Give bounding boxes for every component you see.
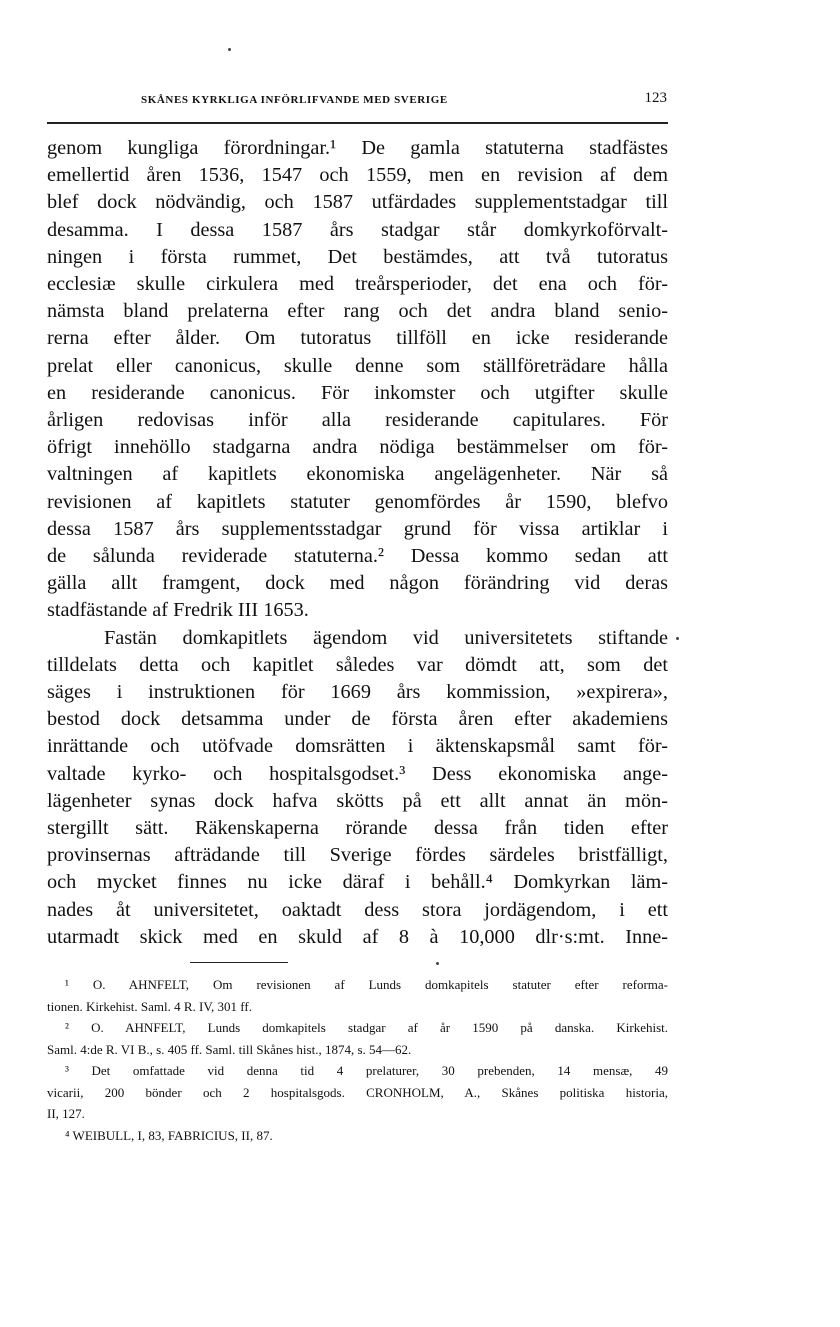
footnote-rule [190, 962, 288, 963]
text-line: provinsernas afträdande till Sverige fördes särdeles bristfälligt, [47, 844, 668, 867]
text-line: valtningen af kapitlets ekonomiska angelägenheter. När så [47, 463, 668, 486]
text-line: dessa 1587 års supplementsstadgar grund för vissa artiklar i [47, 517, 668, 540]
text-line: bestod dock detsamma under de första åren efter akademiens [47, 708, 668, 731]
text-line: lägenheter synas dock hafva skötts på ett allt annat än mön- [47, 789, 668, 812]
text-line: och mycket finnes nu icke däraf i behåll.⁴ Domkyrkan läm- [47, 871, 668, 894]
text-line: årligen redovisas inför alla residerande capitulares. För [47, 409, 668, 432]
text-line: desamma. I dessa 1587 års stadgar står domkyrkoförvalt- [47, 218, 668, 241]
text-line: tilldelats detta och kapitlet således var dömdt att, som det [47, 653, 668, 676]
running-head: SKÅNES KYRKLIGA INFÖRLIFVANDE MED SVERIGE [141, 94, 448, 106]
footnote-line: vicarii, 200 bönder och 2 hospitalsgods. CRONHOLM, A., Skånes politiska historia, [47, 1084, 668, 1100]
text-line: de sålunda reviderade statuterna.² Dessa kommo sedan att [47, 545, 668, 568]
text-line: ecclesiæ skulle cirkulera med treårsperioder, det ena och för- [47, 273, 668, 296]
text-line: rerna efter ålder. Om tutoratus tillföll en icke residerande [47, 327, 668, 350]
text-line: nades åt universitetet, oaktadt dess stora jordägendom, i ett [47, 898, 668, 921]
text-line: blef dock nödvändig, och 1587 utfärdades supplementstadgar till [47, 191, 668, 214]
footnote-line: ³ Det omfattade vid denna tid 4 prelaturer, 30 prebenden, 14 mensæ, 49 [65, 1063, 668, 1078]
text-line: valtade kyrko- och hospitalsgodset.³ Dess ekonomiska ange- [47, 762, 668, 785]
footnote-line: tionen. Kirkehist. Saml. 4 R. IV, 301 ff. [47, 998, 252, 1014]
text-line: ningen i första rummet, Det bestämdes, att två tutoratus [47, 245, 668, 268]
text-line: Fastän domkapitlets ägendom vid universitetets stiftande [104, 626, 668, 649]
page-header [47, 86, 667, 116]
text-line: stergillt sätt. Räkenskaperna rörande dessa från tiden efter [47, 817, 668, 840]
text-line: genom kungliga förordningar.¹ De gamla statuterna stadfästes [47, 137, 668, 159]
header-rule [47, 122, 668, 124]
text-line: inrättande och utöfvade domsrätten i äktenskapsmål samt för- [47, 735, 668, 758]
text-line: säges i instruktionen för 1669 års kommission, »expirera», [47, 681, 668, 704]
footnote-line: ⁴ WEIBULL, I, 83, FABRICIUS, II, 87. [65, 1127, 273, 1143]
footnotes [47, 974, 668, 1146]
footnote-line: II, 127. [47, 1106, 85, 1121]
scan-speck [676, 637, 679, 640]
text-line: emellertid åren 1536, 1547 och 1559, men en revision af dem [47, 164, 668, 187]
text-line: prelat eller canonicus, skulle denne som ställföreträdare hålla [47, 354, 668, 377]
text-line: utarmadt skick med en skuld af 8 à 10,000 dlr·s:mt. Inne- [47, 925, 668, 948]
page-number: 123 [644, 90, 667, 106]
text-line: en residerande canonicus. För inkomster och utgifter skulle [47, 381, 668, 404]
scan-speck [436, 962, 439, 965]
footnote-line: ² O. AHNFELT, Lunds domkapitels stadgar af år 1590 på danska. Kirkehist. [65, 1020, 668, 1035]
text-line: nämsta bland prelaterna efter rang och det andra bland senio- [47, 300, 668, 323]
footnote-line: Saml. 4:de R. VI B., s. 405 ff. Saml. till Skånes hist., 1874, s. 54—62. [47, 1041, 412, 1057]
text-line: revisionen af kapitlets statuter genomfördes år 1590, blefvo [47, 490, 668, 513]
text-line: stadfästande af Fredrik III 1653. [47, 599, 309, 622]
footnote-line: ¹ O. AHNFELT, Om revisionen af Lunds domkapitels statuter efter reforma- [65, 977, 668, 992]
body-text [47, 135, 668, 951]
scan-speck [228, 48, 231, 51]
text-line: öfrigt innehöllo stadgarna andra nödiga bestämmelser om för- [47, 436, 668, 459]
text-line: gälla allt framgent, dock med någon förändring vid deras [47, 572, 668, 595]
